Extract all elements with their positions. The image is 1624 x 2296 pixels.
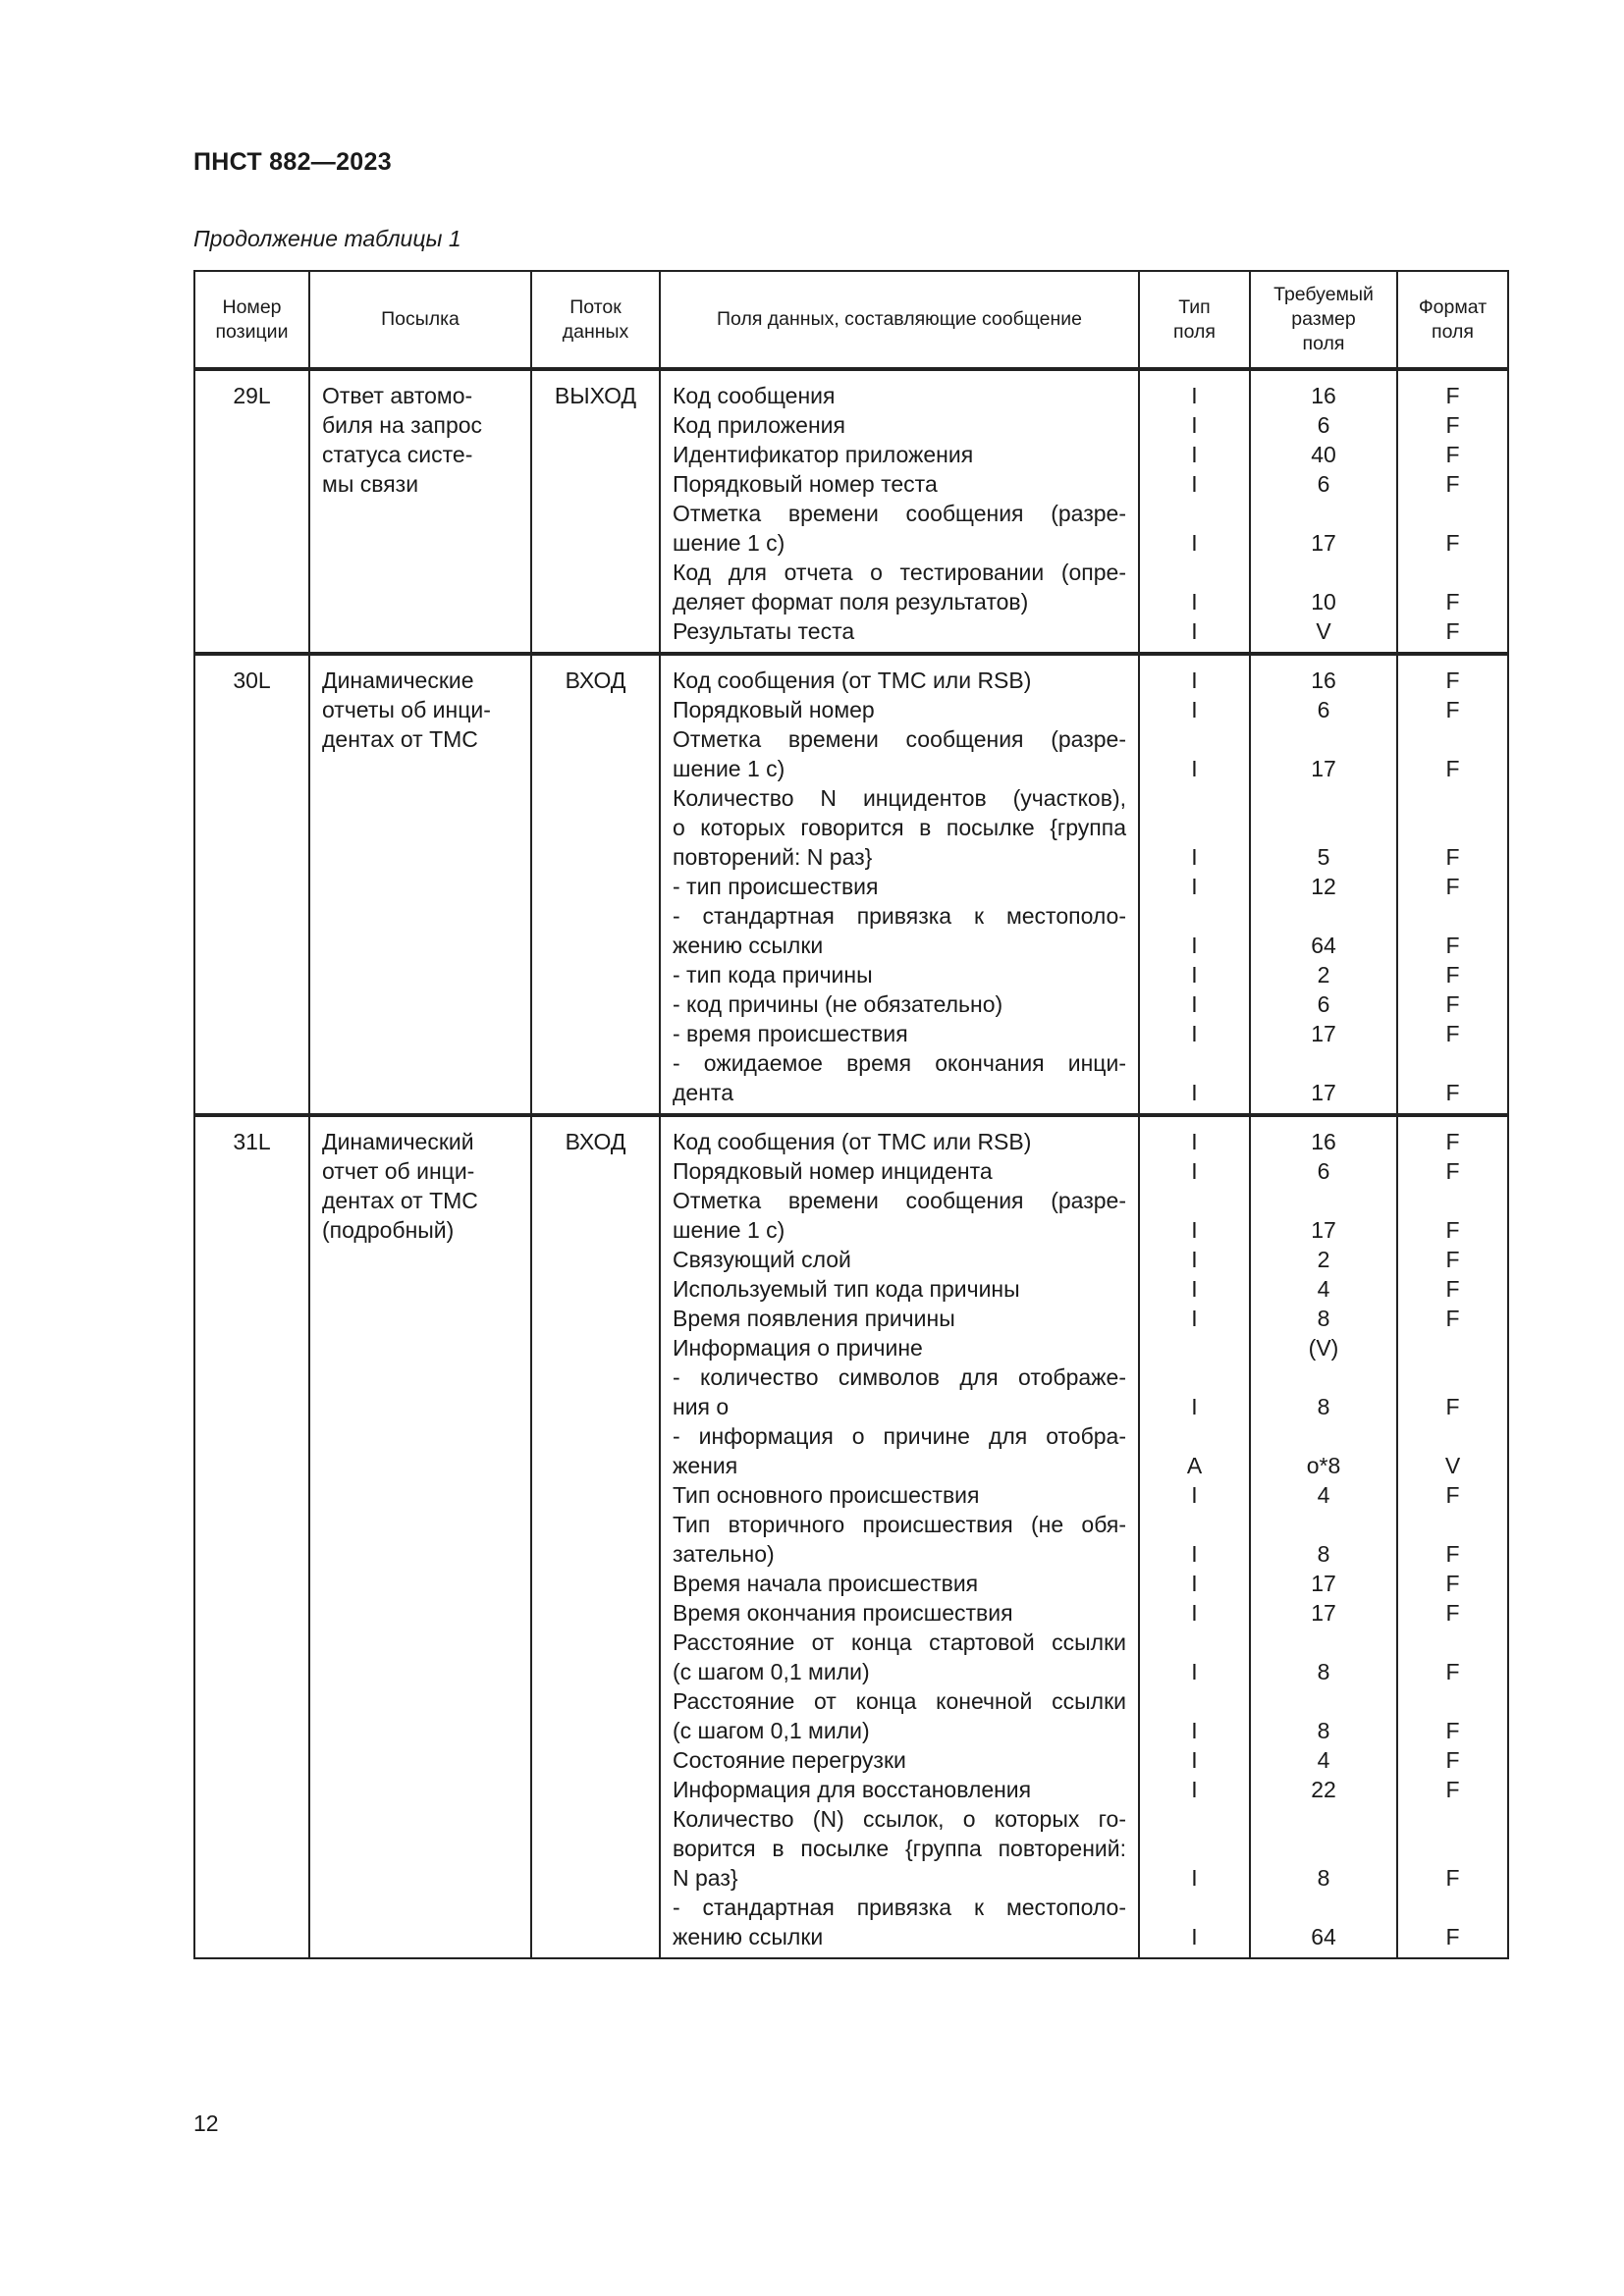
parcel-line: Динамические [322, 667, 474, 693]
field-size-value: o*8 [1306, 1453, 1341, 1478]
header-label-line: Формат [1418, 295, 1488, 318]
header-field-type [1139, 271, 1250, 369]
document-code: ПНСТ 882—2023 [193, 148, 392, 176]
field-type-value: I [1191, 1718, 1198, 1743]
parcel-cell [309, 1115, 531, 1958]
field-format-value [1410, 813, 1495, 842]
field-format-value: F [1445, 933, 1460, 958]
field-size-value [1263, 1421, 1384, 1451]
field-line: Расстояние от конца стартовой ссылки [673, 1629, 1126, 1655]
field-line: Отметка времени сообщения (разре- [673, 1188, 1126, 1213]
table-caption: Продолжение таблицы 1 [193, 226, 461, 251]
header-label-line: Посылка [381, 308, 460, 330]
field-size-cell [1250, 654, 1397, 1115]
field-line: - время происшествия [673, 1021, 908, 1046]
field-format-value: F [1445, 697, 1460, 722]
field-type-value [1152, 1421, 1237, 1451]
field-format-value [1410, 499, 1495, 528]
header-label-line: Тип [1178, 295, 1211, 318]
field-line: зательно) [673, 1541, 775, 1567]
field-format-value: F [1445, 1080, 1460, 1105]
field-type-value: I [1191, 1021, 1198, 1046]
header-parcel [309, 271, 531, 369]
field-line: повторений: N раз} [673, 844, 873, 870]
field-type-value: I [1191, 1541, 1198, 1567]
field-format-value: F [1445, 1482, 1460, 1508]
field-type-value: I [1191, 1217, 1198, 1243]
field-format-value: F [1445, 1718, 1460, 1743]
field-line: Связующий слой [673, 1247, 851, 1272]
parcel-line: отчеты об инци- [322, 697, 491, 722]
field-line: Отметка времени сообщения (разре- [673, 501, 1126, 526]
field-format-value: F [1445, 1747, 1460, 1773]
field-size-value: (V) [1308, 1335, 1339, 1361]
header-label-line: Требуемый [1273, 284, 1374, 305]
field-format-value: F [1445, 1276, 1460, 1302]
field-format-value: F [1445, 530, 1460, 556]
table-row [194, 654, 1508, 1115]
page-number: 12 [193, 2110, 219, 2136]
field-size-value [1263, 1804, 1384, 1834]
field-format-value [1410, 1510, 1495, 1539]
field-type-value [1152, 1628, 1237, 1657]
field-format-value [1410, 783, 1495, 813]
field-type-cell [1139, 1115, 1250, 1958]
field-type-value [1152, 1362, 1237, 1392]
header-label-line: Номер [222, 295, 282, 318]
parcel-line: биля на запрос [322, 412, 483, 438]
header-label-line: Поток [569, 295, 622, 318]
field-type-value: I [1191, 756, 1198, 781]
field-size-value: 6 [1317, 1158, 1330, 1184]
field-format-value [1410, 1421, 1495, 1451]
header-label-line: данных [562, 320, 629, 343]
field-format-value: F [1445, 1865, 1460, 1891]
field-size-value: V [1316, 618, 1331, 644]
field-type-value: I [1191, 874, 1198, 899]
field-type-value [1152, 1048, 1237, 1078]
field-line: жению ссылки [673, 1924, 824, 1949]
table-row [194, 369, 1508, 654]
field-type-value: I [1191, 933, 1198, 958]
field-line: Тип основного происшествия [673, 1482, 980, 1508]
table-row [194, 1115, 1508, 1958]
field-format-value: F [1445, 1924, 1460, 1949]
field-size-value: 17 [1311, 1080, 1336, 1105]
field-format-value: F [1445, 1541, 1460, 1567]
field-type-value: I [1191, 1306, 1198, 1331]
field-line: Порядковый номер инцидента [673, 1158, 993, 1184]
field-type-value: I [1191, 1276, 1198, 1302]
field-type-value: I [1191, 1394, 1198, 1419]
field-line: Порядковый номер теста [673, 471, 938, 497]
field-format-value: F [1445, 471, 1460, 497]
parcel-line: (подробный) [322, 1217, 455, 1243]
field-type-value: I [1191, 1482, 1198, 1508]
field-type-value: I [1191, 1777, 1198, 1802]
field-format-value: F [1445, 1306, 1460, 1331]
field-format-value: F [1445, 667, 1460, 693]
data-fields-cell [660, 369, 1139, 654]
field-size-value [1263, 1893, 1384, 1922]
field-format-value: F [1445, 1021, 1460, 1046]
header-field-format [1397, 271, 1508, 369]
field-type-value: I [1191, 530, 1198, 556]
field-size-cell [1250, 369, 1397, 654]
field-type-value: I [1191, 667, 1198, 693]
field-type-value [1152, 558, 1237, 587]
header-label-line: Поля данных, составляющие сообщение [717, 308, 1082, 330]
field-line: Расстояние от конца конечной ссылки [673, 1688, 1126, 1714]
field-format-value: F [1445, 1247, 1460, 1272]
field-line: Код сообщения [673, 383, 836, 408]
field-line: деляет формат поля результатов) [673, 589, 1029, 614]
field-size-value: 22 [1311, 1777, 1336, 1802]
field-line: - стандартная привязка к местополо- [673, 1895, 1126, 1920]
message-table [193, 270, 1509, 1959]
field-size-value: 2 [1317, 1247, 1330, 1272]
field-size-value [1263, 1048, 1384, 1078]
field-line: Время появления причины [673, 1306, 955, 1331]
header-label-line: позиции [215, 320, 289, 343]
field-size-value: 5 [1317, 844, 1330, 870]
field-type-value: I [1191, 1080, 1198, 1105]
field-format-cell [1397, 654, 1508, 1115]
field-size-value [1263, 724, 1384, 754]
field-format-value [1410, 1186, 1495, 1215]
header-label-line: поля [1302, 333, 1345, 354]
field-line: жению ссылки [673, 933, 824, 958]
field-format-value [1410, 1048, 1495, 1078]
field-type-value: I [1191, 589, 1198, 614]
table-header-row [194, 271, 1508, 369]
field-type-value: I [1191, 1129, 1198, 1154]
field-format-value: F [1445, 1394, 1460, 1419]
field-type-value: I [1191, 412, 1198, 438]
field-size-value: 8 [1317, 1718, 1330, 1743]
field-format-cell [1397, 369, 1508, 654]
field-size-value: 17 [1311, 1600, 1336, 1626]
field-line: Код для отчета о тестировании (опре- [673, 560, 1126, 585]
field-format-value [1410, 1834, 1495, 1863]
field-line: Информация о причине [673, 1335, 923, 1361]
field-line: Код приложения [673, 412, 845, 438]
field-size-value [1263, 499, 1384, 528]
field-type-value [1152, 1186, 1237, 1215]
field-format-value: F [1445, 1600, 1460, 1626]
field-line: - информация о причине для отобра- [673, 1423, 1126, 1449]
field-type-value: I [1191, 1600, 1198, 1626]
data-flow-cell: ВХОД [531, 654, 660, 1115]
field-size-value [1263, 1510, 1384, 1539]
field-line: (с шагом 0,1 мили) [673, 1718, 870, 1743]
field-size-value: 4 [1317, 1482, 1330, 1508]
field-format-value [1410, 1333, 1495, 1362]
field-format-value: F [1445, 991, 1460, 1017]
field-format-value: F [1445, 412, 1460, 438]
field-format-value: F [1445, 589, 1460, 614]
field-size-value: 17 [1311, 1217, 1336, 1243]
field-line: ворится в посылке {группа повторений: [673, 1836, 1126, 1861]
field-type-value [1152, 901, 1237, 931]
parcel-line: отчет об инци- [322, 1158, 475, 1184]
field-type-value: I [1191, 383, 1198, 408]
field-type-value [1152, 1804, 1237, 1834]
field-size-value: 12 [1311, 874, 1336, 899]
field-line: шение 1 с) [673, 756, 785, 781]
parcel-cell [309, 654, 531, 1115]
field-line: - код причины (не обязательно) [673, 991, 1003, 1017]
field-line: Код сообщения (от TMC или RSB) [673, 1129, 1032, 1154]
field-type-value: I [1191, 962, 1198, 988]
field-line: ния o [673, 1394, 730, 1419]
data-flow-cell: ВЫХОД [531, 369, 660, 654]
field-size-value: 64 [1311, 933, 1336, 958]
field-type-cell [1139, 654, 1250, 1115]
field-line: шение 1 с) [673, 530, 785, 556]
field-size-value: 6 [1317, 991, 1330, 1017]
field-line: Результаты теста [673, 618, 855, 644]
field-line: Количество N инцидентов (участков), [673, 785, 1126, 811]
field-size-value: 10 [1311, 589, 1336, 614]
data-flow-cell: ВХОД [531, 1115, 660, 1958]
field-format-value: F [1445, 1777, 1460, 1802]
field-size-value: 8 [1317, 1306, 1330, 1331]
header-label-line: поля [1173, 320, 1216, 343]
field-size-value: 4 [1317, 1276, 1330, 1302]
field-type-value: I [1191, 471, 1198, 497]
field-format-value: F [1445, 442, 1460, 467]
field-size-value: 8 [1317, 1865, 1330, 1891]
parcel-line: дентах от TMC [322, 1188, 478, 1213]
field-type-value: I [1191, 618, 1198, 644]
field-size-value [1263, 901, 1384, 931]
field-size-value [1263, 813, 1384, 842]
field-format-value: F [1445, 383, 1460, 408]
field-line: N раз} [673, 1865, 738, 1891]
field-format-cell [1397, 1115, 1508, 1958]
field-format-value [1410, 724, 1495, 754]
field-line: Время начала происшествия [673, 1571, 979, 1596]
field-format-value [1410, 1362, 1495, 1392]
field-line: Время окончания происшествия [673, 1600, 1013, 1626]
field-format-value: F [1445, 618, 1460, 644]
field-size-value: 6 [1317, 412, 1330, 438]
parcel-line: Динамический [322, 1129, 474, 1154]
field-format-value: F [1445, 1158, 1460, 1184]
field-size-value: 40 [1311, 442, 1336, 467]
field-format-value: F [1445, 1571, 1460, 1596]
field-line: Код сообщения (от TMC или RSB) [673, 667, 1032, 693]
field-line: о которых говорится в посылке {группа [673, 815, 1126, 840]
header-field-size [1250, 271, 1397, 369]
field-size-value: 8 [1317, 1541, 1330, 1567]
field-line: Информация для восстановления [673, 1777, 1032, 1802]
position-cell: 29L [194, 369, 309, 654]
field-format-value: F [1445, 962, 1460, 988]
field-format-value [1410, 901, 1495, 931]
header-position [194, 271, 309, 369]
field-format-value [1410, 1686, 1495, 1716]
field-size-value [1263, 1362, 1384, 1392]
field-line: - стандартная привязка к местополо- [673, 903, 1126, 929]
field-format-value: F [1445, 1217, 1460, 1243]
data-fields-cell [660, 1115, 1139, 1958]
field-size-value: 2 [1317, 962, 1330, 988]
field-line: Состояние перегрузки [673, 1747, 906, 1773]
field-line: Количество (N) ссылок, о которых го- [673, 1806, 1126, 1832]
field-type-value: A [1186, 1453, 1203, 1478]
field-line: жения [673, 1453, 738, 1478]
field-size-value: 6 [1317, 697, 1330, 722]
field-type-value: I [1191, 1747, 1198, 1773]
field-format-value [1410, 1893, 1495, 1922]
parcel-line: Ответ автомо- [322, 383, 473, 408]
field-line: - тип кода причины [673, 962, 873, 988]
parcel-line: статуса систе- [322, 442, 473, 467]
field-size-value [1263, 1686, 1384, 1716]
field-size-value: 64 [1311, 1924, 1336, 1949]
parcel-line: дентах от TMC [322, 726, 478, 752]
field-type-value: I [1191, 1571, 1198, 1596]
field-format-value: F [1445, 874, 1460, 899]
field-line: - тип происшествия [673, 874, 879, 899]
field-size-value: 17 [1311, 1571, 1336, 1596]
field-size-value: 17 [1311, 756, 1336, 781]
field-line: - ожидаемое время окончания инци- [673, 1050, 1126, 1076]
field-size-value: 8 [1317, 1394, 1330, 1419]
header-data-flow [531, 271, 660, 369]
field-type-value: I [1191, 1924, 1198, 1949]
header-label-line: поля [1432, 320, 1474, 343]
field-line: (с шагом 0,1 мили) [673, 1659, 870, 1684]
field-format-value: F [1445, 1659, 1460, 1684]
field-type-value: I [1191, 844, 1198, 870]
field-format-value: V [1444, 1453, 1461, 1478]
field-line: Используемый тип кода причины [673, 1276, 1020, 1302]
field-format-value: F [1445, 756, 1460, 781]
parcel-cell [309, 369, 531, 654]
field-format-value [1410, 1804, 1495, 1834]
field-line: Идентификатор приложения [673, 442, 974, 467]
header-data-fields [660, 271, 1139, 369]
field-size-value [1263, 1186, 1384, 1215]
field-line: шение 1 с) [673, 1217, 785, 1243]
field-line: дента [673, 1080, 733, 1105]
field-size-value [1263, 1628, 1384, 1657]
field-size-value: 16 [1311, 383, 1336, 408]
field-type-value: I [1191, 1158, 1198, 1184]
parcel-line: мы связи [322, 471, 419, 497]
field-size-value [1263, 1834, 1384, 1863]
field-format-value [1410, 1628, 1495, 1657]
data-fields-cell [660, 654, 1139, 1115]
field-size-value: 17 [1311, 530, 1336, 556]
field-type-value: I [1191, 442, 1198, 467]
field-type-value [1152, 1686, 1237, 1716]
field-size-value: 16 [1311, 667, 1336, 693]
field-type-value [1152, 499, 1237, 528]
field-type-value [1152, 1834, 1237, 1863]
field-size-value [1263, 783, 1384, 813]
field-size-cell [1250, 1115, 1397, 1958]
field-size-value: 17 [1311, 1021, 1336, 1046]
field-line: Порядковый номер [673, 697, 875, 722]
header-label-line: размер [1291, 308, 1356, 330]
field-type-cell [1139, 369, 1250, 654]
field-size-value: 4 [1317, 1747, 1330, 1773]
field-type-value [1152, 783, 1237, 813]
field-type-value: I [1191, 991, 1198, 1017]
field-format-value [1410, 558, 1495, 587]
field-size-value: 16 [1311, 1129, 1336, 1154]
field-line: Отметка времени сообщения (разре- [673, 726, 1126, 752]
field-type-value: I [1191, 697, 1198, 722]
field-size-value: 6 [1317, 471, 1330, 497]
field-type-value: I [1191, 1659, 1198, 1684]
field-type-value [1152, 724, 1237, 754]
field-size-value [1263, 558, 1384, 587]
field-type-value [1152, 813, 1237, 842]
field-line: - количество символов для отображе- [673, 1364, 1126, 1390]
field-type-value: I [1191, 1247, 1198, 1272]
field-format-value: F [1445, 1129, 1460, 1154]
field-type-value [1152, 1893, 1237, 1922]
field-size-value: 8 [1317, 1659, 1330, 1684]
position-cell: 30L [194, 654, 309, 1115]
field-type-value [1152, 1333, 1237, 1362]
field-line: Тип вторичного происшествия (не обя- [673, 1512, 1126, 1537]
field-type-value [1152, 1510, 1237, 1539]
field-type-value: I [1191, 1865, 1198, 1891]
field-format-value: F [1445, 844, 1460, 870]
position-cell: 31L [194, 1115, 309, 1958]
